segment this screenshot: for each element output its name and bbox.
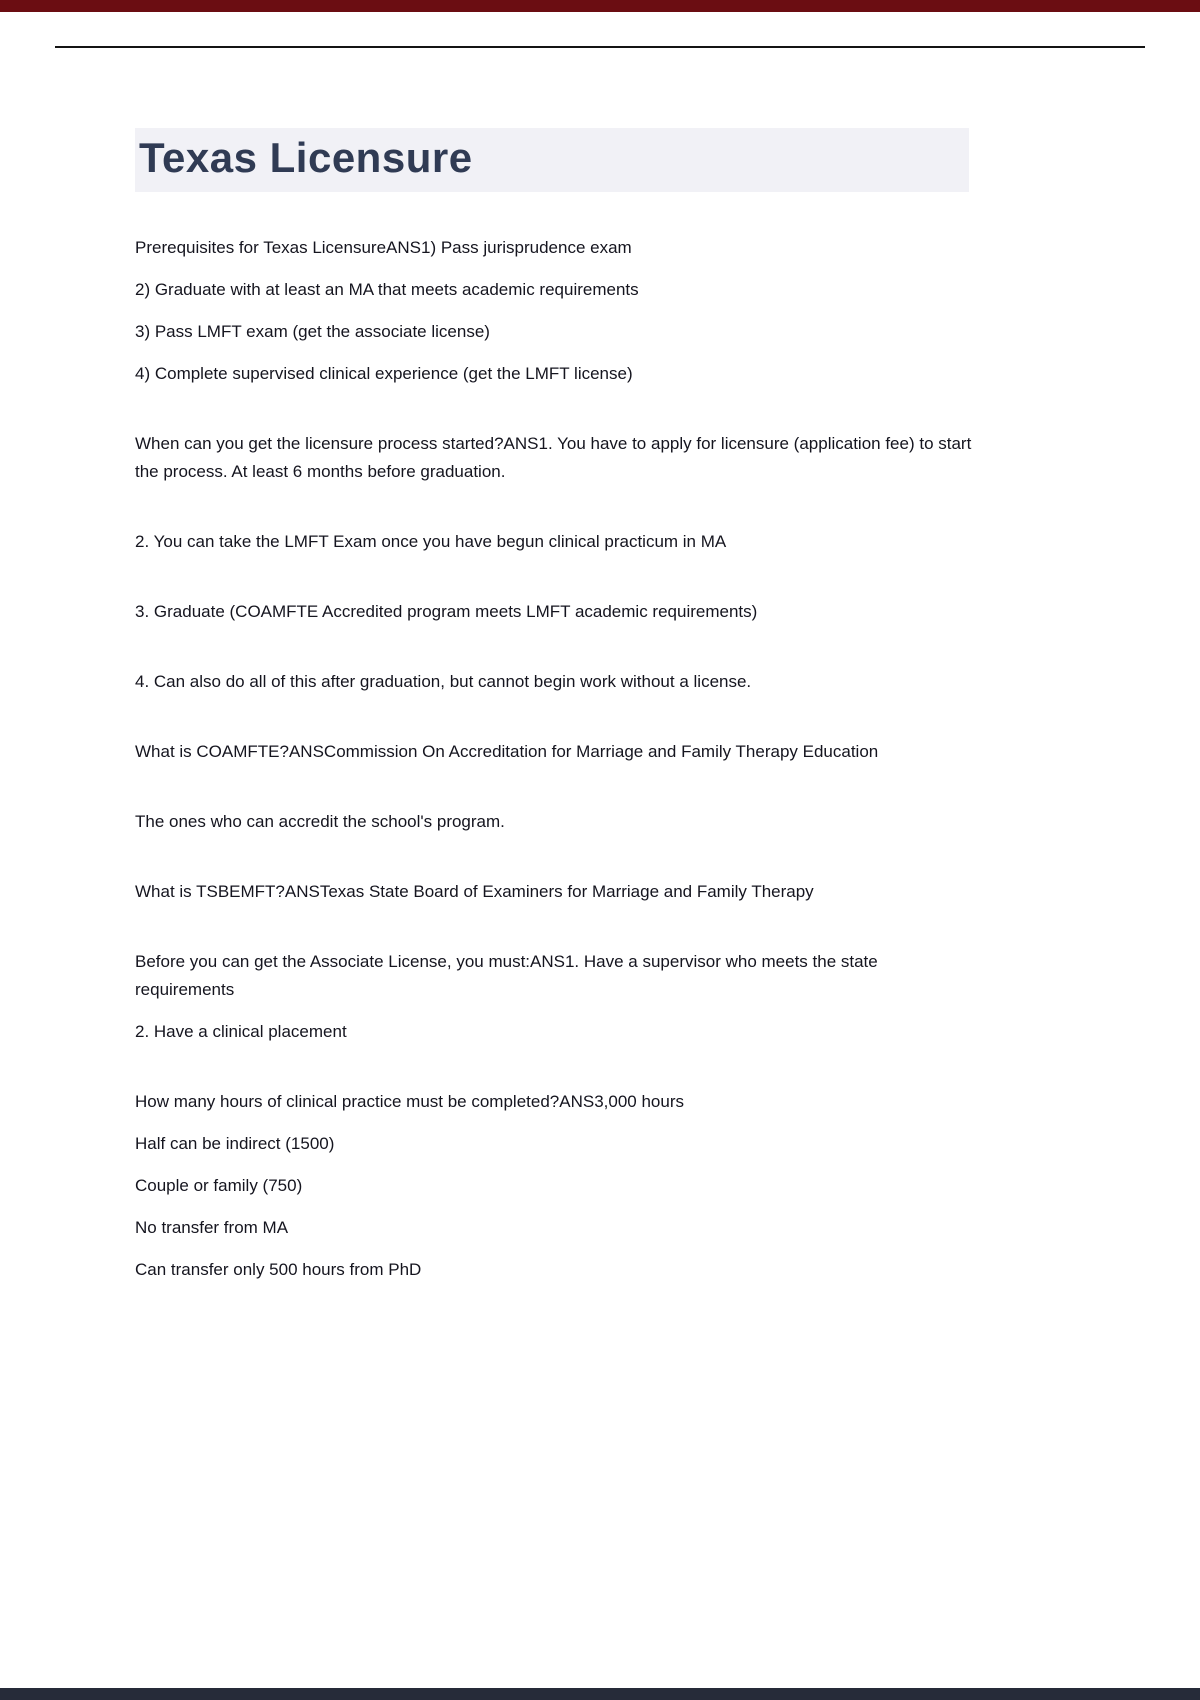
paragraph: 2. You can take the LMFT Exam once you have begun clinical practicum in MA bbox=[135, 532, 727, 551]
paragraph: Half can be indirect (1500) bbox=[135, 1134, 335, 1153]
paragraph: 4) Complete supervised clinical experience (get the LMFT license) bbox=[135, 364, 633, 383]
page-title: Texas Licensure bbox=[135, 128, 969, 192]
paragraph: When can you get the licensure process started?ANS1. You have to apply for licensure (application fee) to start the process. At least 6 months before graduation. bbox=[135, 434, 972, 481]
paragraph: Prerequisites for Texas LicensureANS1) Pass jurisprudence exam bbox=[135, 238, 632, 257]
paragraph: 4. Can also do all of this after graduation, but cannot begin work without a license. bbox=[135, 672, 752, 691]
paragraph: 3. Graduate (COAMFTE Accredited program meets LMFT academic requirements) bbox=[135, 602, 758, 621]
paragraph: 2) Graduate with at least an MA that meets academic requirements bbox=[135, 280, 639, 299]
paragraph: 3) Pass LMFT exam (get the associate license) bbox=[135, 322, 490, 341]
document-body bbox=[135, 128, 975, 1298]
paragraph: Couple or family (750) bbox=[135, 1176, 303, 1195]
paragraph: How many hours of clinical practice must be completed?ANS3,000 hours bbox=[135, 1092, 684, 1111]
header-rule bbox=[55, 46, 1145, 48]
paragraph: Can transfer only 500 hours from PhD bbox=[135, 1260, 422, 1279]
paragraph: Before you can get the Associate License, you must:ANS1. Have a supervisor who meets the state requirements bbox=[135, 952, 878, 999]
paragraph: The ones who can accredit the school's program. bbox=[135, 812, 505, 831]
bottom-border-bar bbox=[0, 1688, 1200, 1700]
top-border-bar bbox=[0, 0, 1200, 12]
paragraph: What is COAMFTE?ANSCommission On Accreditation for Marriage and Family Therapy Education bbox=[135, 742, 879, 761]
paragraph: 2. Have a clinical placement bbox=[135, 1022, 347, 1041]
paragraph: No transfer from MA bbox=[135, 1218, 289, 1237]
paragraph: What is TSBEMFT?ANSTexas State Board of Examiners for Marriage and Family Therapy bbox=[135, 882, 814, 901]
